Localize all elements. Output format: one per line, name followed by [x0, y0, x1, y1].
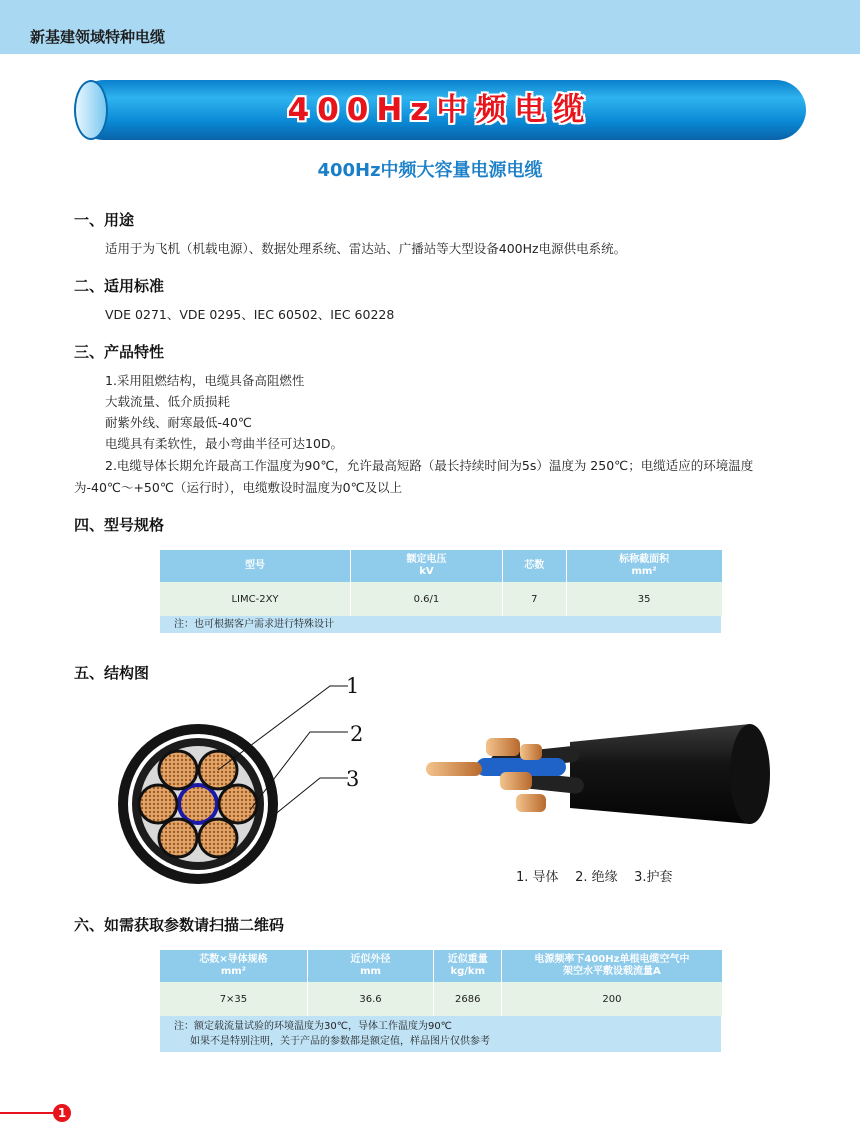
- header-label: 额定电压: [406, 554, 447, 565]
- header-unit: kg/km: [450, 966, 485, 977]
- header-cell: [502, 550, 566, 582]
- params-heading: 六、如需获取参数请扫描二维码: [74, 916, 285, 934]
- table-note: [160, 1016, 722, 1052]
- conductor: [139, 785, 177, 823]
- table-cell: 35: [566, 582, 721, 616]
- conductor: [159, 751, 197, 789]
- table-cell: 200: [502, 982, 722, 1016]
- note-line: 如果不是特别注明，关于产品的参数都是额定值，样品图片仅供参考: [190, 1036, 490, 1047]
- header-unit: mm²: [220, 966, 247, 977]
- table-row: [160, 982, 722, 1016]
- diagram-caption: 1. 导体 2. 绝缘 3.护套: [516, 870, 673, 885]
- top-header-bar: [0, 0, 860, 54]
- header-label: 芯数: [524, 560, 545, 571]
- diagram-label-2: 2: [350, 722, 364, 746]
- header-cell: [351, 550, 503, 582]
- standards-text: VDE 0271、VDE 0295、IEC 60502、IEC 60228: [105, 307, 395, 322]
- table-row: [160, 582, 722, 616]
- footer-line: [0, 1112, 56, 1114]
- header-cell: [434, 950, 502, 982]
- header-unit: mm²: [631, 566, 657, 577]
- header-label: 标称截面积: [619, 554, 670, 565]
- features-heading: 三、产品特性: [74, 343, 165, 361]
- conductor: [159, 819, 197, 857]
- header-cell: [160, 950, 307, 982]
- table-cell: 36.6: [307, 982, 433, 1016]
- diagram-label-1: 1: [346, 674, 360, 698]
- leader-line-3: [268, 778, 348, 820]
- feature-line: 为-40℃～+50℃（运行时），电缆敷设时温度为0℃及以上: [74, 480, 403, 495]
- header-unit: 架空水平敷设载流量A: [563, 966, 661, 977]
- table-note-row: [160, 1016, 722, 1052]
- page-number: 1: [53, 1104, 71, 1122]
- header-cell: [160, 550, 351, 582]
- header-label: 近似重量: [447, 954, 488, 965]
- header-label: 型号: [245, 560, 265, 571]
- note-line: 注：额定载流量试验的环境温度为30℃，导体工作温度为90℃: [174, 1021, 452, 1032]
- table-header-row: [160, 950, 722, 982]
- exposed-conductor: [520, 744, 542, 760]
- header-unit: mm: [360, 966, 381, 977]
- params-table: [160, 950, 722, 1052]
- exposed-conductor: [500, 772, 532, 790]
- cable-product-image: [420, 712, 780, 852]
- usage-heading: 一、用途: [74, 211, 135, 229]
- header-unit: kV: [419, 566, 434, 577]
- exposed-conductor: [516, 794, 546, 812]
- structure-heading: 五、结构图: [74, 664, 150, 682]
- exposed-conductor: [426, 762, 482, 776]
- table-cell: 2686: [434, 982, 502, 1016]
- page-subtitle: 400Hz中频大容量电源电缆: [317, 160, 543, 181]
- center-conductor: [179, 785, 217, 823]
- banner-title: 400Hz中频电缆: [287, 92, 593, 128]
- table-cell: LIMC-2XY: [160, 582, 351, 616]
- model-heading: 四、型号规格: [74, 516, 165, 534]
- feature-line: 耐紫外线、耐寒最低-40℃: [105, 415, 252, 430]
- conductor: [199, 819, 237, 857]
- table-header-row: [160, 550, 722, 582]
- feature-line: 1.采用阻燃结构，电缆具备高阻燃性: [105, 373, 305, 388]
- feature-line: 电缆具有柔软性，最小弯曲半径可达10D。: [105, 436, 344, 451]
- cable-end: [730, 724, 770, 824]
- diagram-label-3: 3: [346, 767, 360, 791]
- header-label: 近似外径: [350, 954, 391, 965]
- header-label: 电源频率下400Hz单根电缆空气中: [534, 954, 690, 965]
- model-spec-table: [160, 550, 722, 633]
- header-label: 芯数×导体规格: [199, 954, 268, 965]
- standards-heading: 二、适用标准: [74, 277, 165, 295]
- exposed-conductor: [486, 738, 520, 756]
- header-title: 新基建领域特种电缆: [30, 28, 166, 46]
- header-cell: [566, 550, 721, 582]
- table-cell: 0.6/1: [351, 582, 503, 616]
- conductor: [219, 785, 257, 823]
- table-note-row: [160, 616, 722, 633]
- header-cell: [502, 950, 722, 982]
- feature-line: 2.电缆导体长期允许最高工作温度为90℃，允许最高短路（最长持续时间为5s）温度为 250℃；电缆适应的环境温度: [105, 458, 754, 473]
- table-note: 注：也可根据客户需求进行特殊设计: [160, 616, 722, 633]
- usage-text: 适用于为飞机（机载电源）、数据处理系统、雷达站、广播站等大型设备400Hz电源供电系统。: [105, 241, 627, 256]
- feature-line: 大载流量、低介质损耗: [105, 394, 231, 409]
- header-cell: [307, 950, 433, 982]
- table-cell: 7: [502, 582, 566, 616]
- table-cell: 7×35: [160, 982, 307, 1016]
